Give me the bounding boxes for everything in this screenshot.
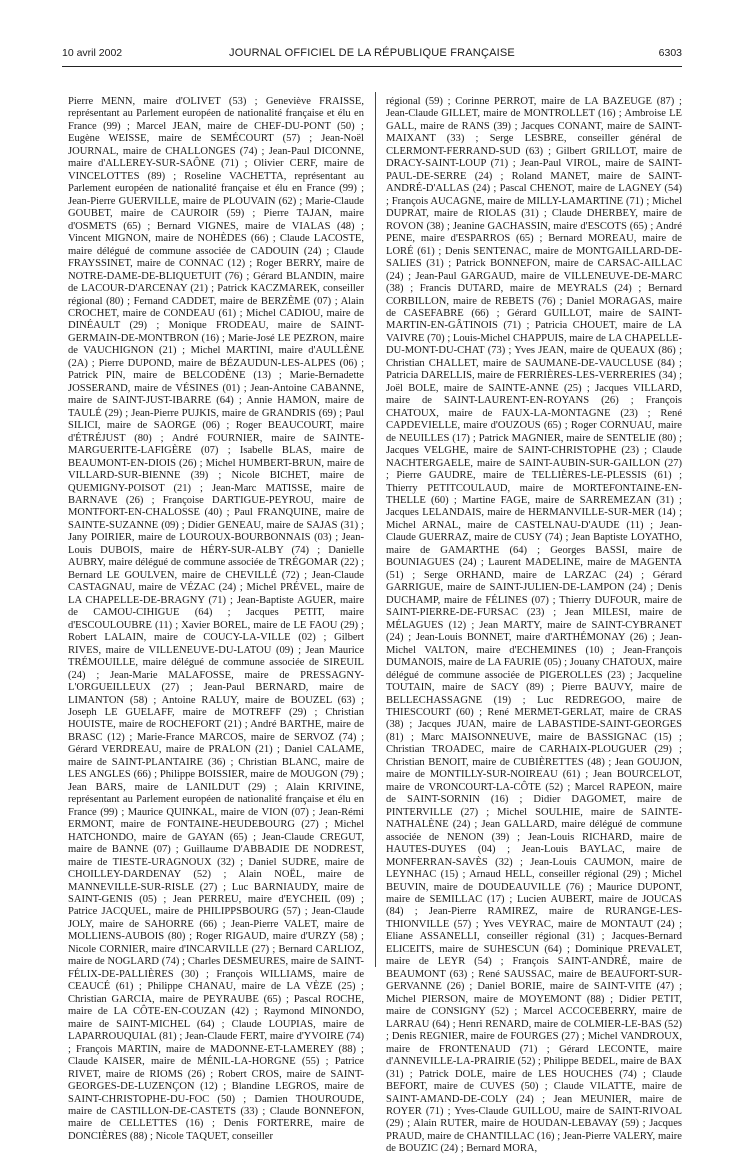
text-column-right	[386, 96, 682, 1156]
left-column-text: Pierre MENN, maire d'OLIVET (53) ; Geneviève FRAISSE, représentant au Parlement européen de nationalité française et élu en France (99) ; Marcel JEAN, maire de CHEF-DU-PONT (50) ; Eugène WEISSE, maire de SEMÉCOURT (57) ; Jean-Noël JOURNAL, maire de CHALLONGES (74) ; Jean-Paul DICONNE, maire d'ALLEREY-SUR-SAÔNE (71) ; Olivier CERF, maire de VINCELOTTES (89) ; Roseline VACHETTA, représentant au Parlement européen de nationalité française et élu en France (99) ; Jean-Pierre GUERVILLE, maire de PLOUVAIN (62) ; Marie-Claude GOUBET, maire de CAUROIR (59) ; Pierre TAJAN, maire d'OSMETS (65) ; Bernard VIGNES, maire de VIALAS (48) ; Vincent MIGNON, maire de NOHÈDES (66) ; Claude LACOSTE, maire délégué de commune associée de CADOUIN (24) ; Claude FRAYSSINET, maire de CONNAC (12) ; Roger BERRY, maire de NOTRE-DAME-DE-BLIQUETUIT (76) ; Gérard BLANDIN, maire de LACOUR-D'ARCENAY (21) ; Patrick KACZMAREK, conseiller régional (80) ; Fernand CADDET, maire de BERZÈME (07) ; Alain CROCHET, maire de CONDEAU (61) ; Michel CADIOU, maire de DINÉAULT (29) ; Monique FRODEAU, maire de SAINT-GERMAIN-DE-MONTBRON (16) ; Marie-José LE PEZRON, maire de VAUCHIGNON (21) ; Michel MARTINI, maire d'AULLÈNE (2A) ; Pierre DUPOND, maire de BÉZAUDUN-LES-ALPES (06) ; Patrick PIN, maire de BELCODÈNE (13) ; Marie-Bernadette JOSSERAND, maire de VÉSINES (01) ; Jean-Antoine CABANNE, maire de SAINT-JUST-IBARRE (64) ; Annie HAMON, maire de TAULÉ (29) ; Jean-Pierre PUJKIS, maire de GRANDRIS (69) ; Paul SILICI, maire de SAORGE (06) ; Roger BEAUCOURT, maire d'ÉTRÉJUST (80) ; André FOURNIER, maire de SAINTE-MARGUERITE-LAFIGÈRE (07) ; Isabelle BLAS, maire de BEAUMONT-EN-DIOIS (26) ; Michel HUMBERT-BRUN, maire de VILLARD-SUR-BIENNE (39) ; Nicole BICHET, maire de QUEMIGNY-POISOT (21) ; Jean-Marc MATISSE, maire de BARNAVE (26) ; Françoise DARTIGUE-PEYROU, maire de MONTFORT-EN-CHALOSSE (40) ; Paul FRANQUINE, maire de SAINTE-SUZANNE (09) ; Didier GENEAU, maire de SAJAS (31) ; Jany POIRIER, maire de LOUROUX-BOURBONNAIS (03) ; Jean-Louis DUBOIS, maire de HÉRY-SUR-ALBY (74) ; Danielle AUBRY, maire délégué de commune associée de TRÉGOMAR (22) ; Bernard LE GOULVEN, maire de CHEVILLÉ (72) ; Jean-Claude CASTAGNAU, maire de VÉZAC (24) ; Michel PRÉVEL, maire de LA CHAPELLE-DE-BRAGNY (71) ; Jean-Baptiste AGUER, maire de CAMOU-CIHIGUE (64) ; Jacques PETIT, maire d'ESCOULOUBRE (11) ; Xavier BOREL, maire de LE FAOU (29) ; Robert LALAIN, maire de COUCY-LA-VILLE (02) ; Gilbert RIVES, maire de VILLENEUVE-DU-LATOU (09) ; Jean Maurice TRÉMOUILLE, maire délégué de commune associée de SIREUIL (24) ; Jean-Marie MALAFOSSE, maire de PRESSAGNY-L'ORGUEILLEUX (27) ; Jean-Paul BERNARD, maire de LIMANTON (58) ; Antoine RALUY, maire de BOUZEL (63) ; Joseph LE GUELAFF, maire de MOTREFF (29) ; Christian HOUISTE, maire de ROCHEFORT (21) ; André BARTHE, maire de BRASC (12) ; Marie-France MARCOS, maire de SERVOZ (74) ; Gérard VERDREAU, maire de PRALON (21) ; Daniel CALAME, maire de SAINT-PLANTAIRE (36) ; Christian BLANC, maire de LES ANGLES (66) ; Philippe BOISSIER, maire de MOUGON (79) ; Jean BARS, maire de LANILDUT (29) ; Alain KRIVINE, représentant au Parlement européen de nationalité française et élu en France (99) ; Maurice QUINKAL, maire de VION (07) ; Jean-Rémi ERMONT, maire de FONTAINE-HEUDEBOURG (27) ; Michel HATCHONDO, maire de GAYAN (65) ; Jean-Claude CREGUT, maire de BANNE (07) ; Guillaume D'ABBADIE DE NODREST, maire de TIESTE-URAGNOUX (32) ; Daniel SUDRE, maire de CHOILLEY-DARDENAY (52) ; Alain NOËL, maire de MANNEVILLE-SUR-RISLE (27) ; Luc BARNIAUDY, maire de SAINT-GENIS (05) ; Jean PERREU, maire d'EYCHEIL (09) ; Patrice JACQUEL, maire de PHILIPPSBOURG (57) ; Jean-Claude JOLY, maire de SAHORRE (66) ; Jean-Pierre VALET, maire de MOLLIENS-AUBOIS (80) ; Roger RIGAUD, maire d'URZY (58) ; Nicole CORNIER, maire d'INCARVILLE (27) ; Bernard CARLIOZ, maire de NOGLARD (74) ; Charles DESMEURES, maire de SAINT-FÉLIX-DE-PALLIÈRES (30) ; François WILLIAMS, maire de CEAUCÉ (61) ; Philippe CHANAU, maire de LA VÈZE (25) ; Christian GARCIA, maire de PEYRAUBE (65) ; Pascal ROCHE, maire de LA CÔTE-EN-COUZAN (42) ; Raymond MINONDO, maire de SAINT-MICHEL (64) ; Claude LOUPIAS, maire de LAPARROUQUIAL (81) ; Jean-Claude FERT, maire d'YVOIRE (74) ; François MARTIN, maire de MADONNE-ET-LAMEREY (88) ; Claude KAISER, maire de MÉNIL-LA-HORGNE (55) ; Patrice RIVET, maire de RIOMS (26) ; Robert CROS, maire de SAINT-GEORGES-DE-LUZENÇON (12) ; Blandine LEGROS, maire de SAINT-CHRISTOPHE-DU-FOC (50) ; Damien THOUROUDE, maire de CASTILLON-DE-CASTETS (33) ; Claude BONNEFON, maire de CELLETTES (16) ; Denis FORTERRE, maire de DONCIÈRES (88) ; Nicole TAQUET, conseiller	[68, 96, 364, 1142]
column-divider	[375, 92, 376, 967]
header-page-number: 6303	[658, 47, 682, 59]
header-rule	[62, 66, 682, 67]
text-column-left	[68, 96, 364, 1143]
header-date: 10 avril 2002	[62, 47, 123, 59]
header-title: JOURNAL OFFICIEL DE LA RÉPUBLIQUE FRANÇAISE	[229, 47, 515, 59]
right-column-text: régional (59) ; Corinne PERROT, maire de LA BAZEUGE (87) ; Jean-Claude GILLET, maire de MONTROLLET (16) ; Ambroise LE GALL, maire de RANS (39) ; Jacques CONANT, maire de SAINT-MAIXANT (33) ; Serge LESBRE, conseiller général de CLERMONT-FERRAND-SUD (63) ; Gilbert GRILLOT, maire de DRACY-SAINT-LOUP (71) ; Jean-Paul VIROL, maire de SAINT-PAUL-DE-SERRE (24) ; Roland MANET, maire de SAINT-ANDRÉ-D'ALLAS (24) ; Pascal CHENOT, maire de LAGNEY (54) ; François AUCAGNE, maire de MILLY-LAMARTINE (71) ; Michel DUPRAT, maire de RIOLAS (31) ; Claude DHERBEY, maire de ROVON (38) ; Jeanine GACHASSIN, maire d'ESCOTS (65) ; André PENE, maire d'ESPARROS (65) ; Bernard MOREAU, maire de LORÉ (61) ; Denis SENTENAC, maire de MONTGAILLARD-DE-SALIES (31) ; Patrick BONNEFON, maire de CARSAC-AILLAC (24) ; Jean-Paul GARGAUD, maire de VILLENEUVE-DE-MARC (38) ; Francis DUTARD, maire de MEYRALS (24) ; Bernard CORBILLON, maire de REBETS (76) ; Daniel MORAGAS, maire de CASEFABRE (66) ; Gérard GUILLOT, maire de SAINT-MARTIN-EN-GÂTINOIS (71) ; Patricia CHOUET, maire de LA VAIVRE (70) ; Louis-Michel CHAPPUIS, maire de LA CHAPELLE-DU-MONT-DU-CHAT (73) ; Yves JEAN, maire de QUEAUX (86) ; Christian CHALLET, maire de SAUMANE-DE-VAUCLUSE (84) ; Patricia DARELLIS, maire de FERRIÈRES-LES-VERRERIES (34) ; Joël BOLE, maire de SAINTE-ANNE (25) ; Jacques VILLARD, maire de SAINT-LAURENT-EN-ROYANS (26) ; François CHATOUX, maire de FAUX-LA-MONTAGNE (23) ; René CAPDEVIELLE, maire d'OUZOUS (65) ; Roger CORNUAU, maire de NEUILLES (17) ; Patrick MAGNIER, maire de SENTELIE (80) ; Jacques VELGHE, maire de SAINT-CHRISTOPHE (23) ; Claude NACHTERGAELE, maire de SAINT-AUBIN-SUR-GAILLON (27) ; Pierre GAUDRE, maire de TELLIÈRES-LE-PLESSIS (61) ; Thierry PETITCOULAUD, maire de MORTEFONTAINE-EN-THELLE (60) ; Martine FAGE, maire de SARREMEZAN (31) ; Jacques LELANDAIS, maire de HERMANVILLE-SUR-MER (14) ; Michel ARNAL, maire de CASTELNAU-D'AUDE (11) ; Jean-Claude GUERRAZ, maire de CUSY (74) ; Jean Baptiste LOYATHO, maire de GAMARTHE (64) ; Georges BASSI, maire de BOUNIAGUES (24) ; Laurent MADELINE, maire de MAGENTA (51) ; Serge ORHAND, maire de LARZAC (24) ; Gérard GARRIGUE, maire de SAINT-JULIEN-DE-LAMPON (24) ; Denis DUCHAMP, maire de FÉLINES (07) ; Thierry DUFOUR, maire de SAINT-PIERRE-DE-FURSAC (23) ; Jean MILESI, maire de MÉLAGUES (12) ; Jean MARTY, maire de SAINT-CYBRANET (24) ; Jean-Louis BONNET, maire d'ARTHÉMONAY (26) ; Jean-Michel VALTON, maire d'ECHEMINES (10) ; Jean-François DUMANOIS, maire de LA FAURIE (05) ; Jouany CHATOUX, maire délégué de commune associée de PIGEROLLES (23) ; Jacqueline TOUTAIN, maire de SACY (89) ; Pierre BAUVY, maire de BELLECHASSAGNE (19) ; Luc REDREGOO, maire de THIESCOURT (60) ; René MERMET-GERLAT, maire de CRAS (38) ; Jacques JUAN, maire de LABASTIDE-SAINT-GEORGES (81) ; Marc MAISONNEUVE, maire de BASSIGNAC (15) ; Christian TROADEC, maire de CARHAIX-PLOUGUER (29) ; Christian BENOIT, maire de CUBIÈRETTES (48) ; Jean GOUJON, maire de MONTILLY-SUR-NOIREAU (61) ; Jean BOURCELOT, maire de VRONCOURT-LA-CÔTE (52) ; Marcel RAPEON, maire de SAINT-SORNIN (16) ; Didier DAGOMET, maire de PINTERVILLE (27) ; Michel SOULHIE, maire de SAINTE-NATHALÈNE (24) ; Jean GALLARD, maire délégué de commune associée de NENON (39) ; Jean-Louis RICHARD, maire de HAUTES-DUYES (04) ; Jean-Louis BAYLAC, maire de MONFERRAN-SAVÈS (32) ; Jean-Louis CAUMON, maire de LEYNHAC (15) ; Arnaud HELL, conseiller régional (29) ; Michel BEUVIN, maire de DOUDEAUVILLE (76) ; Maurice DUPONT, maire de SEMILLAC (17) ; Lucien AUBERT, maire de JOUCAS (84) ; Jean-Pierre RAMIREZ, maire de RURANGE-LES-THIONVILLE (57) ; Yves VEYRAC, maire de MONTAUT (24) ; Eliane ASSANELLI, conseiller régional (31) ; Jacques-Bernard ELICEITS, maire de SUHESCUN (64) ; Dominique PREVALET, maire de LEYR (54) ; François SAINT-ANDRÉ, maire de BEAUMONT (63) ; René SAUSSAC, maire de BEAUFORT-SUR-GERVANNE (26) ; Daniel BORIE, maire de SAINT-VITE (47) ; Michel PIERSON, maire de MOYEMONT (88) ; Didier PETIT, maire de CONSIGNY (52) ; Marcel ACCOCEBERRY, maire de LARRAU (64) ; Henri RENARD, maire de COLMIER-LE-BAS (52) ; Denis REGNIER, maire de FOURGES (27) ; Michel VANDROUX, maire de FRONTENAUD (71) ; Gérard LECONTE, maire d'ANNEVILLE-LA-PRAIRIE (52) ; Philippe BEDEL, maire de BAX (31) ; Patrick DOLE, maire de LES HOUCHES (74) ; Claude BEFORT, maire de CUVES (50) ; Claude VILATTE, maire de SAINT-AMAND-DE-COLY (24) ; Jean MEUNIER, maire de ROYER (71) ; Yves-Claude GUILLOU, maire de SAINT-RIVOAL (29) ; Alain RUTER, maire de HOUDAN-LEBAVAY (59) ; Jacques PRAUD, maire de CHANTILLAC (16) ; Jean-Pierre VALERY, maire de BOUZIC (24) ; Bernard MORA,	[386, 96, 682, 1155]
page-header	[62, 47, 682, 65]
